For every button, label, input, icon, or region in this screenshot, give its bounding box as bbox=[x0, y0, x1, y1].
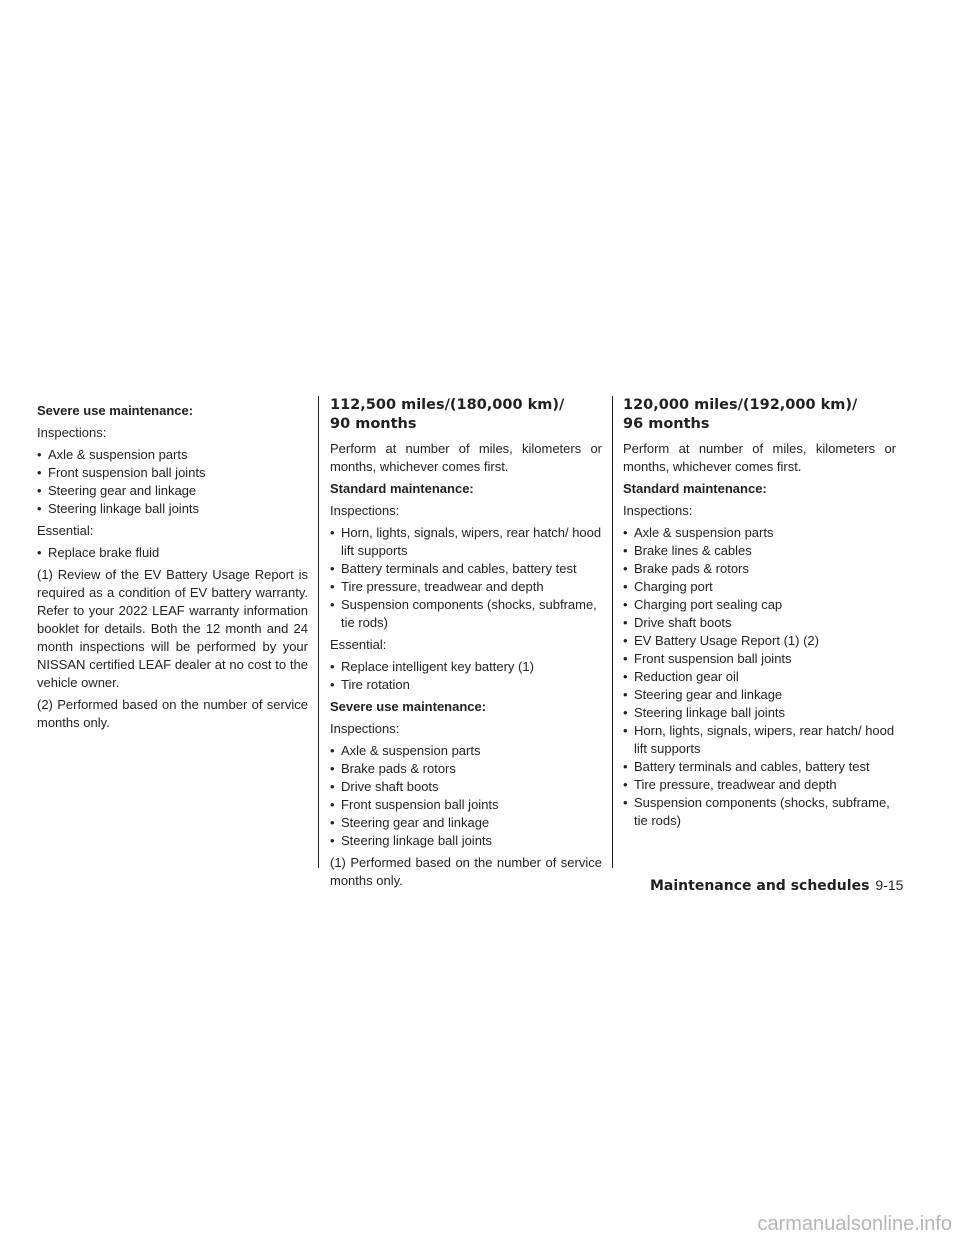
intro-text: Perform at number of miles, kilometers or months, whichever comes first. bbox=[623, 441, 896, 474]
list-item: • Steering gear and linkage bbox=[330, 814, 602, 832]
list-item: • Tire rotation bbox=[330, 676, 602, 694]
list-item: • Brake pads & rotors bbox=[330, 760, 602, 778]
list-item: • Steering linkage ball joints bbox=[37, 500, 308, 518]
list-item: • Drive shaft boots bbox=[330, 778, 602, 796]
list-item: • Horn, lights, signals, wipers, rear hatch/ hood lift supports bbox=[330, 524, 602, 560]
list-item: • Axle & suspension parts bbox=[37, 446, 308, 464]
list-item: • Charging port bbox=[623, 578, 896, 596]
list-item: • Front suspension ball joints bbox=[623, 650, 896, 668]
list-item: • Replace brake fluid bbox=[37, 544, 308, 562]
section-title: Maintenance and schedules bbox=[650, 878, 870, 894]
inspections-label: Inspections: bbox=[330, 721, 400, 736]
interval-heading bbox=[330, 396, 602, 434]
column-2 bbox=[330, 396, 602, 894]
list-item: • Axle & suspension parts bbox=[330, 742, 602, 760]
severe-inspection-list bbox=[330, 742, 602, 850]
inspections-label: Inspections: bbox=[330, 503, 400, 518]
list-item: • Drive shaft boots bbox=[623, 614, 896, 632]
list-item: • Suspension components (shocks, subframe, tie rods) bbox=[330, 596, 602, 632]
list-item: • Front suspension ball joints bbox=[330, 796, 602, 814]
essential-label: Essential: bbox=[330, 637, 387, 652]
list-item: • Steering linkage ball joints bbox=[330, 832, 602, 850]
list-item: • EV Battery Usage Report (1) (2) bbox=[623, 632, 896, 650]
list-item: • Suspension components (shocks, subframe, tie rods) bbox=[623, 794, 896, 830]
column-divider bbox=[318, 396, 319, 868]
list-item: • Horn, lights, signals, wipers, rear hatch/ hood lift supports bbox=[623, 722, 896, 758]
inspections-label: Inspections: bbox=[37, 425, 107, 440]
list-item: • Steering gear and linkage bbox=[623, 686, 896, 704]
list-item: • Front suspension ball joints bbox=[37, 464, 308, 482]
standard-maintenance-heading: Standard maintenance: bbox=[330, 481, 474, 496]
standard-maintenance-heading: Standard maintenance: bbox=[623, 481, 767, 496]
list-item: • Tire pressure, treadwear and depth bbox=[330, 578, 602, 596]
list-item: • Steering linkage ball joints bbox=[623, 704, 896, 722]
intro-text: Perform at number of miles, kilometers or months, whichever comes first. bbox=[330, 441, 602, 474]
essential-list bbox=[37, 544, 308, 562]
list-item: • Brake lines & cables bbox=[623, 542, 896, 560]
severe-use-heading: Severe use maintenance: bbox=[330, 699, 487, 714]
footnote: (1) Review of the EV Battery Usage Report is required as a condition of EV battery warranty. Refer to your 2022 LEAF warranty information booklet for details. Both the 12 month and 24 month inspections will be performed by your NISSAN certified LEAF dealer at no cost to the vehicle owner. bbox=[37, 567, 308, 690]
column-3 bbox=[623, 396, 896, 834]
inspections-label: Inspections: bbox=[623, 503, 693, 518]
list-item: • Replace intelligent key battery (1) bbox=[330, 658, 602, 676]
heading-line: 120,000 miles/(192,000 km)/ bbox=[623, 397, 858, 413]
list-item: • Battery terminals and cables, battery test bbox=[330, 560, 602, 578]
heading-line: 112,500 miles/(180,000 km)/ bbox=[330, 397, 565, 413]
list-item: • Tire pressure, treadwear and depth bbox=[623, 776, 896, 794]
list-item: • Axle & suspension parts bbox=[623, 524, 896, 542]
list-item: • Battery terminals and cables, battery test bbox=[623, 758, 896, 776]
inspection-list bbox=[623, 524, 896, 830]
list-item: • Reduction gear oil bbox=[623, 668, 896, 686]
severe-use-heading: Severe use maintenance: bbox=[37, 403, 194, 418]
list-item: • Steering gear and linkage bbox=[37, 482, 308, 500]
heading-line: 90 months bbox=[330, 416, 417, 432]
column-1 bbox=[37, 402, 308, 736]
inspection-list bbox=[330, 524, 602, 632]
essential-list bbox=[330, 658, 602, 694]
list-item: • Charging port sealing cap bbox=[623, 596, 896, 614]
inspection-list bbox=[37, 446, 308, 518]
footnote: (2) Performed based on the number of service months only. bbox=[37, 697, 308, 730]
page-number: 9-15 bbox=[875, 877, 904, 893]
heading-line: 96 months bbox=[623, 416, 710, 432]
page-footer bbox=[650, 877, 904, 894]
footnote: (1) Performed based on the number of service months only. bbox=[330, 855, 602, 888]
essential-label: Essential: bbox=[37, 523, 94, 538]
column-divider bbox=[612, 396, 613, 868]
list-item: • Brake pads & rotors bbox=[623, 560, 896, 578]
interval-heading bbox=[623, 396, 896, 434]
watermark: carmanualsonline.info bbox=[757, 1213, 952, 1235]
